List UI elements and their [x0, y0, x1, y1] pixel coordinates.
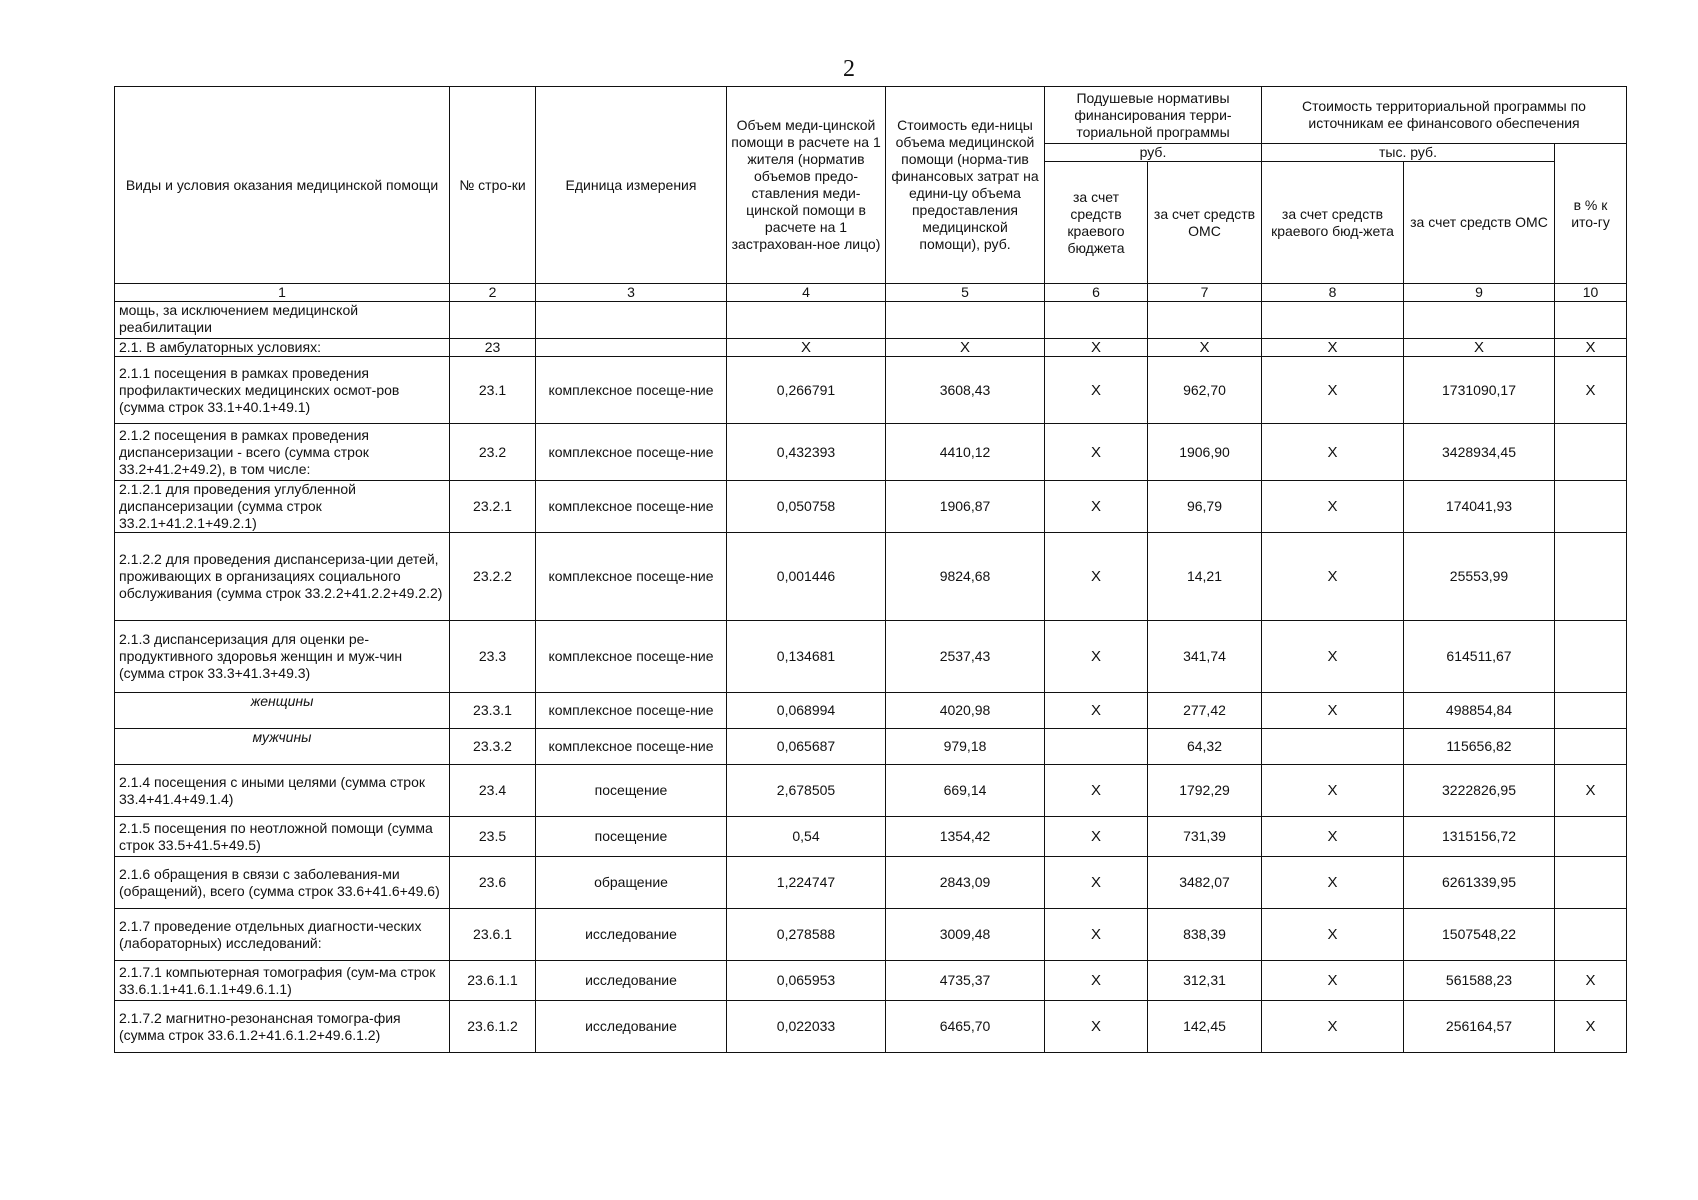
row-cost-budget: Х	[1262, 765, 1404, 817]
row-line-number: 23.3.1	[450, 693, 536, 729]
row-cost-budget: Х	[1262, 857, 1404, 909]
row-description: 2.1. В амбулаторных условиях:	[115, 339, 450, 357]
table-row	[115, 533, 1627, 621]
row-unit-cost: 4020,98	[886, 693, 1045, 729]
table-row	[115, 817, 1627, 857]
row-per-capita-budget: Х	[1045, 909, 1148, 961]
row-per-capita-budget	[1045, 729, 1148, 765]
row-unit: комплексное посеще-ние	[536, 481, 727, 533]
row-description: 2.1.1 посещения в рамках проведения профилактических медицинских осмот-ров (сумма строк 33.1+40.1+49.1)	[115, 357, 450, 424]
table-row	[115, 621, 1627, 693]
row-unit: посещение	[536, 817, 727, 857]
row-volume: 0,278588	[727, 909, 886, 961]
header-unit-thousand-rub: тыс. руб.	[1262, 144, 1555, 162]
row-line-number: 23.1	[450, 357, 536, 424]
row-unit-cost: Х	[886, 339, 1045, 357]
column-number: 10	[1555, 284, 1627, 302]
row-line-number: 23.5	[450, 817, 536, 857]
row-volume: 0,068994	[727, 693, 886, 729]
row-unit-cost: 979,18	[886, 729, 1045, 765]
row-per-capita-oms: Х	[1148, 339, 1262, 357]
row-description: 2.1.6 обращения в связи с заболевания-ми (обращений), всего (сумма строк 33.6+41.6+49.6)	[115, 857, 450, 909]
row-per-capita-budget: Х	[1045, 693, 1148, 729]
row-percent	[1555, 481, 1627, 533]
row-line-number: 23	[450, 339, 536, 357]
row-description: 2.1.2.2 для проведения диспансериза-ции детей, проживающих в организациях социального обслуживания (сумма строк 33.2.2+41.2.2+49.2.2)	[115, 533, 450, 621]
row-per-capita-oms: 341,74	[1148, 621, 1262, 693]
row-line-number: 23.2.2	[450, 533, 536, 621]
row-unit-cost: 3608,43	[886, 357, 1045, 424]
column-number: 2	[450, 284, 536, 302]
row-percent	[1555, 729, 1627, 765]
row-per-capita-budget: Х	[1045, 857, 1148, 909]
header-program-cost-group: Стоимость территориальной программы по источникам ее финансового обеспечения	[1262, 87, 1627, 144]
row-description: 2.1.7 проведение отдельных диагности-ческих (лабораторных) исследований:	[115, 909, 450, 961]
row-cost-oms: 1507548,22	[1404, 909, 1555, 961]
row-volume: 0,134681	[727, 621, 886, 693]
column-number: 3	[536, 284, 727, 302]
row-cost-oms: 6261339,95	[1404, 857, 1555, 909]
table-row	[115, 857, 1627, 909]
row-percent: Х	[1555, 765, 1627, 817]
row-cost-budget	[1262, 302, 1404, 339]
table-row	[115, 729, 1627, 765]
row-per-capita-budget: Х	[1045, 533, 1148, 621]
row-unit-cost: 6465,70	[886, 1001, 1045, 1053]
row-description: 2.1.7.1 компьютерная томография (сум-ма строк 33.6.1.1+41.6.1.1+49.6.1.1)	[115, 961, 450, 1001]
column-number-row	[115, 284, 1627, 302]
row-unit-cost: 2537,43	[886, 621, 1045, 693]
header-cost-oms: за счет средств ОМС	[1404, 162, 1555, 284]
row-volume: 0,065687	[727, 729, 886, 765]
row-cost-oms: 115656,82	[1404, 729, 1555, 765]
row-cost-budget: Х	[1262, 357, 1404, 424]
row-cost-oms: 498854,84	[1404, 693, 1555, 729]
table-row	[115, 1001, 1627, 1053]
row-percent: Х	[1555, 357, 1627, 424]
row-volume: 0,065953	[727, 961, 886, 1001]
row-percent	[1555, 909, 1627, 961]
row-unit: исследование	[536, 961, 727, 1001]
table-row	[115, 961, 1627, 1001]
row-cost-budget: Х	[1262, 533, 1404, 621]
row-per-capita-oms: 64,32	[1148, 729, 1262, 765]
header-type-conditions: Виды и условия оказания медицинской помощи	[115, 87, 450, 284]
row-unit-cost	[886, 302, 1045, 339]
row-volume: 0,001446	[727, 533, 886, 621]
row-unit-cost: 3009,48	[886, 909, 1045, 961]
row-volume: 0,432393	[727, 424, 886, 481]
program-cost-table	[114, 86, 1627, 1053]
row-description: 2.1.2.1 для проведения углубленной диспансеризации (сумма строк 33.2.1+41.2.1+49.2.1)	[115, 481, 450, 533]
row-line-number: 23.6.1.1	[450, 961, 536, 1001]
table-row	[115, 765, 1627, 817]
column-number: 6	[1045, 284, 1148, 302]
header-unit-cost: Стоимость еди-ницы объема медицинской помощи (норма-тив финансовых затрат на едини-цу объема предоставления медицинской помощи), руб.	[886, 87, 1045, 284]
header-per-capita-budget: за счет средств краевого бюджета	[1045, 162, 1148, 284]
row-line-number: 23.3.2	[450, 729, 536, 765]
row-per-capita-oms: 1792,29	[1148, 765, 1262, 817]
row-unit: посещение	[536, 765, 727, 817]
row-volume: 0,54	[727, 817, 886, 857]
row-volume: 0,266791	[727, 357, 886, 424]
row-percent	[1555, 817, 1627, 857]
row-cost-budget: Х	[1262, 1001, 1404, 1053]
column-number: 4	[727, 284, 886, 302]
row-percent: Х	[1555, 1001, 1627, 1053]
row-description: женщины	[115, 693, 450, 729]
row-cost-budget: Х	[1262, 481, 1404, 533]
row-description: 2.1.4 посещения с иными целями (сумма строк 33.4+41.4+49.1.4)	[115, 765, 450, 817]
table-body	[115, 87, 1627, 1053]
header-volume: Объем меди-цинской помощи в расчете на 1 жителя (норматив объемов предо-ставления меди-цинской помощи в расчете на 1 застрахован-ное лицо)	[727, 87, 886, 284]
row-per-capita-oms: 838,39	[1148, 909, 1262, 961]
row-description: 2.1.3 диспансеризация для оценки ре-продуктивного здоровья женщин и муж-чин (сумма строк 33.3+41.3+49.3)	[115, 621, 450, 693]
row-line-number	[450, 302, 536, 339]
row-line-number: 23.3	[450, 621, 536, 693]
row-percent	[1555, 533, 1627, 621]
row-cost-oms: 3428934,45	[1404, 424, 1555, 481]
row-unit-cost: 4410,12	[886, 424, 1045, 481]
row-per-capita-oms: 14,21	[1148, 533, 1262, 621]
row-percent	[1555, 857, 1627, 909]
row-per-capita-budget: Х	[1045, 424, 1148, 481]
row-line-number: 23.6.1	[450, 909, 536, 961]
row-per-capita-oms: 1906,90	[1148, 424, 1262, 481]
row-cost-budget: Х	[1262, 621, 1404, 693]
table-row	[115, 909, 1627, 961]
row-per-capita-budget: Х	[1045, 621, 1148, 693]
row-description: мощь, за исключением медицинской реабилитации	[115, 302, 450, 339]
table-row	[115, 339, 1627, 357]
row-cost-oms: 1315156,72	[1404, 817, 1555, 857]
row-per-capita-budget: Х	[1045, 817, 1148, 857]
row-unit: обращение	[536, 857, 727, 909]
row-line-number: 23.6	[450, 857, 536, 909]
row-description: мужчины	[115, 729, 450, 765]
row-cost-budget: Х	[1262, 817, 1404, 857]
row-unit: комплексное посеще-ние	[536, 357, 727, 424]
row-per-capita-oms: 962,70	[1148, 357, 1262, 424]
table-row	[115, 481, 1627, 533]
row-cost-oms: 561588,23	[1404, 961, 1555, 1001]
row-line-number: 23.2.1	[450, 481, 536, 533]
row-per-capita-budget	[1045, 302, 1148, 339]
row-unit: комплексное посеще-ние	[536, 533, 727, 621]
row-per-capita-budget: Х	[1045, 339, 1148, 357]
row-unit: исследование	[536, 1001, 727, 1053]
row-cost-oms: 174041,93	[1404, 481, 1555, 533]
row-cost-oms: Х	[1404, 339, 1555, 357]
row-per-capita-oms: 142,45	[1148, 1001, 1262, 1053]
row-per-capita-budget: Х	[1045, 961, 1148, 1001]
row-volume: 0,050758	[727, 481, 886, 533]
row-unit: комплексное посеще-ние	[536, 729, 727, 765]
row-unit	[536, 302, 727, 339]
row-percent: Х	[1555, 339, 1627, 357]
row-cost-oms: 614511,67	[1404, 621, 1555, 693]
row-line-number: 23.6.1.2	[450, 1001, 536, 1053]
column-number: 8	[1262, 284, 1404, 302]
row-volume: 1,224747	[727, 857, 886, 909]
row-unit-cost: 2843,09	[886, 857, 1045, 909]
header-unit: Единица измерения	[536, 87, 727, 284]
row-unit: комплексное посеще-ние	[536, 424, 727, 481]
column-number: 9	[1404, 284, 1555, 302]
row-cost-oms: 25553,99	[1404, 533, 1555, 621]
row-cost-budget: Х	[1262, 424, 1404, 481]
row-percent: Х	[1555, 961, 1627, 1001]
row-description: 2.1.7.2 магнитно-резонансная томогра-фия (сумма строк 33.6.1.2+41.6.1.2+49.6.1.2)	[115, 1001, 450, 1053]
row-volume: 0,022033	[727, 1001, 886, 1053]
row-per-capita-oms: 277,42	[1148, 693, 1262, 729]
row-unit: комплексное посеще-ние	[536, 693, 727, 729]
row-cost-oms	[1404, 302, 1555, 339]
row-per-capita-oms: 731,39	[1148, 817, 1262, 857]
row-unit: исследование	[536, 909, 727, 961]
table-row	[115, 424, 1627, 481]
row-percent	[1555, 693, 1627, 729]
column-number: 1	[115, 284, 450, 302]
row-percent	[1555, 621, 1627, 693]
row-cost-budget: Х	[1262, 339, 1404, 357]
table-row	[115, 357, 1627, 424]
row-per-capita-oms	[1148, 302, 1262, 339]
row-line-number: 23.4	[450, 765, 536, 817]
row-cost-oms: 3222826,95	[1404, 765, 1555, 817]
table-row	[115, 302, 1627, 339]
row-unit: комплексное посеще-ние	[536, 621, 727, 693]
header-cost-budget: за счет средств краевого бюд-жета	[1262, 162, 1404, 284]
row-cost-budget: Х	[1262, 961, 1404, 1001]
header-row	[115, 87, 1627, 144]
header-line-number: № стро-ки	[450, 87, 536, 284]
header-percent-of-total: в % к ито-гу	[1555, 144, 1627, 284]
row-unit-cost: 4735,37	[886, 961, 1045, 1001]
row-cost-budget: Х	[1262, 909, 1404, 961]
column-number: 7	[1148, 284, 1262, 302]
row-per-capita-oms: 312,31	[1148, 961, 1262, 1001]
table-row	[115, 693, 1627, 729]
header-per-capita-group: Подушевые нормативы финансирования терри-ториальной программы	[1045, 87, 1262, 144]
row-cost-budget	[1262, 729, 1404, 765]
row-description: 2.1.2 посещения в рамках проведения диспансеризации - всего (сумма строк 33.2+41.2+49.2), в том числе:	[115, 424, 450, 481]
row-line-number: 23.2	[450, 424, 536, 481]
row-per-capita-budget: Х	[1045, 765, 1148, 817]
row-unit-cost: 9824,68	[886, 533, 1045, 621]
row-unit-cost: 1906,87	[886, 481, 1045, 533]
row-percent	[1555, 424, 1627, 481]
row-volume: 2,678505	[727, 765, 886, 817]
row-cost-oms: 256164,57	[1404, 1001, 1555, 1053]
row-percent	[1555, 302, 1627, 339]
row-cost-budget: Х	[1262, 693, 1404, 729]
row-per-capita-budget: Х	[1045, 357, 1148, 424]
row-cost-oms: 1731090,17	[1404, 357, 1555, 424]
header-unit-rub: руб.	[1045, 144, 1262, 162]
row-unit-cost: 1354,42	[886, 817, 1045, 857]
row-per-capita-oms: 3482,07	[1148, 857, 1262, 909]
row-per-capita-oms: 96,79	[1148, 481, 1262, 533]
row-unit	[536, 339, 727, 357]
header-per-capita-oms: за счет средств ОМС	[1148, 162, 1262, 284]
row-per-capita-budget: Х	[1045, 1001, 1148, 1053]
row-volume	[727, 302, 886, 339]
row-per-capita-budget: Х	[1045, 481, 1148, 533]
row-volume: Х	[727, 339, 886, 357]
row-unit-cost: 669,14	[886, 765, 1045, 817]
row-description: 2.1.5 посещения по неотложной помощи (сумма строк 33.5+41.5+49.5)	[115, 817, 450, 857]
column-number: 5	[886, 284, 1045, 302]
page-number: 2	[843, 56, 855, 82]
